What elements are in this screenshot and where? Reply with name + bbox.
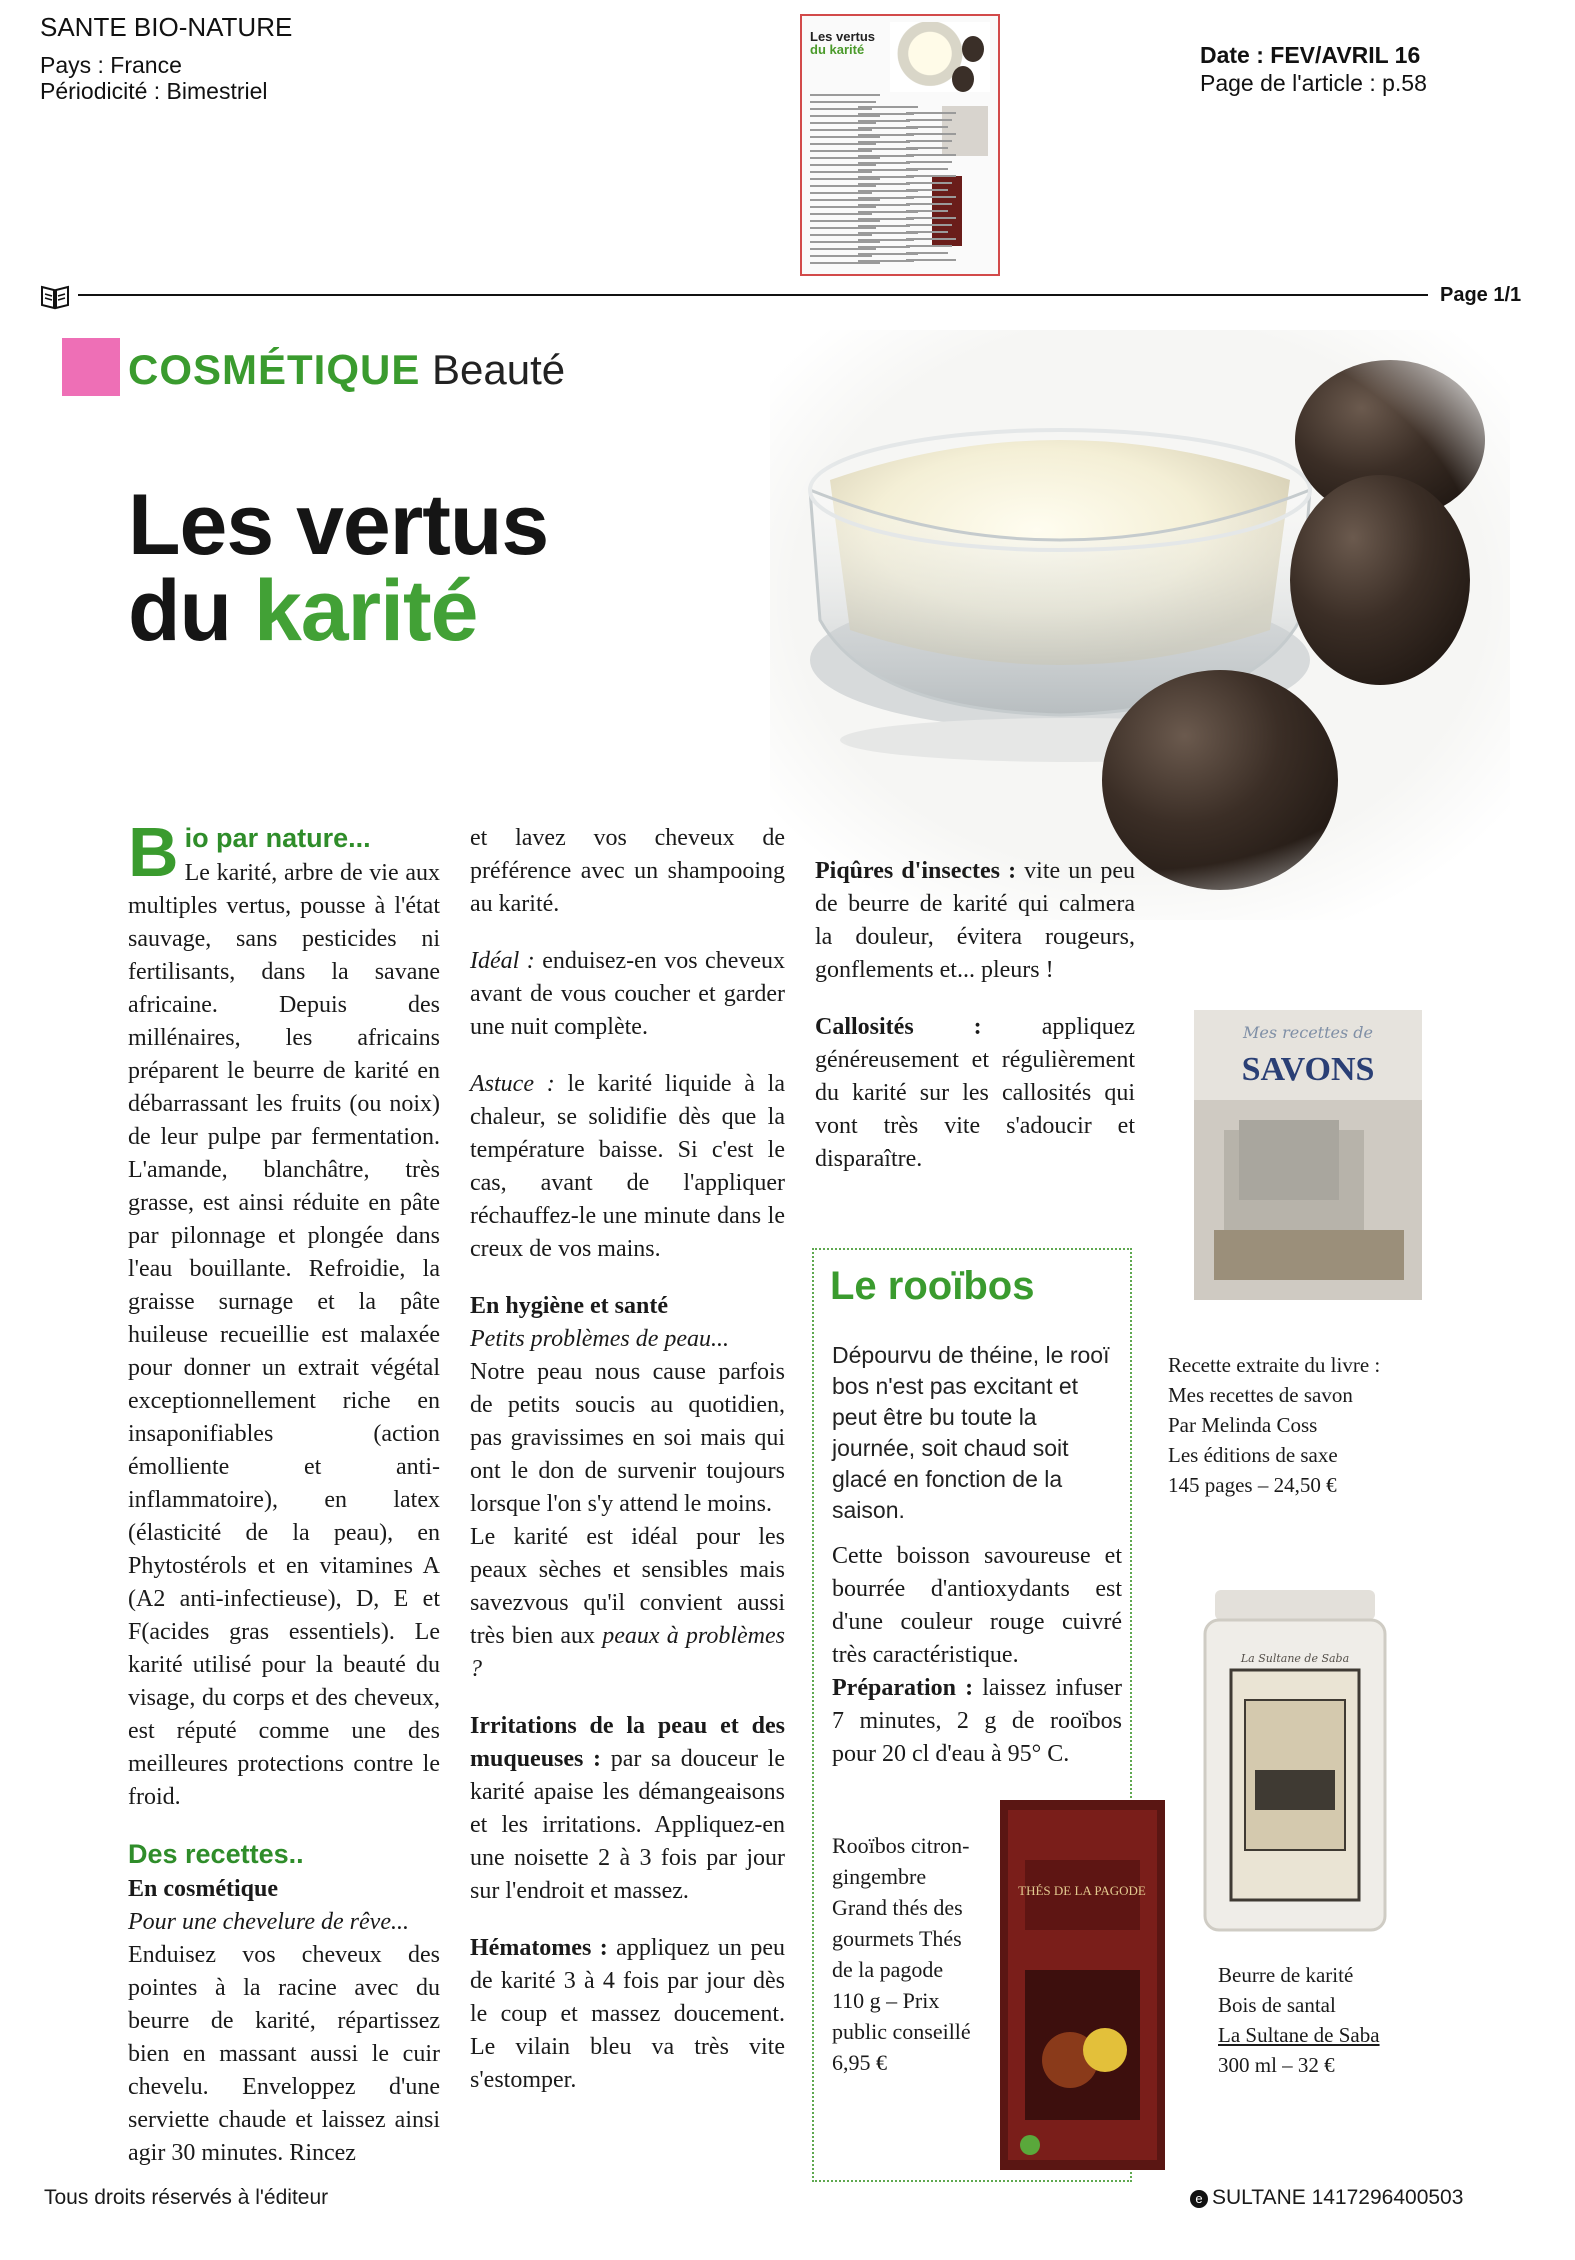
- thumbnail-text-line: [906, 245, 952, 247]
- page-reference: Page de l'article : p.58: [1200, 70, 1427, 96]
- thumbnail-text-line: [810, 164, 876, 166]
- shea-butter-jar-image: [1195, 1590, 1395, 1940]
- thumbnail-text-line: [858, 246, 910, 248]
- thumbnail-text-line: [810, 94, 880, 96]
- jar-label-brand: La Sultane de Saba: [1240, 1652, 1350, 1665]
- thumbnail-text-line: [810, 234, 872, 236]
- thumbnail-text-line: [858, 106, 918, 108]
- thumbnail-text-line: [810, 248, 876, 250]
- footer-rights: Tous droits réservés à l'éditeur: [44, 2186, 329, 2209]
- thumbnail-text-line: [906, 189, 948, 191]
- callosites-label: Callosités :: [815, 1014, 982, 1040]
- e-logo-icon: e: [1190, 2190, 1208, 2208]
- hygiene-italic: Petits problèmes de peau...: [470, 1326, 730, 1352]
- rubric-color-block: [62, 338, 120, 396]
- sub-heading: En cosmétique: [128, 1876, 278, 1902]
- thumbnail-text-line: [810, 220, 880, 222]
- footer-reference: e SULTANE 1417296400503: [1190, 2186, 1463, 2210]
- periodicity-label: Périodicité : Bimestriel: [40, 78, 268, 104]
- paragraph: Enduisez vos cheveux des pointes à la racine avec du beurre de karité, répartissez bien en massant aussi le cuir chevelu. Enveloppez d'une serviette chaude et laissez ainsi agir 30 minutes. Rincez: [128, 1942, 440, 2166]
- thumbnail-text-line: [810, 129, 872, 131]
- thumbnail-text-line: [810, 150, 872, 152]
- thumbnail-text-line: [906, 168, 948, 170]
- thumbnail-text-line: [858, 225, 910, 227]
- thumbnail-text-line: [810, 255, 872, 257]
- thumbnail-text-line: [906, 161, 952, 163]
- thumbnail-text-line: [906, 203, 952, 205]
- thumbnail-text-line: [810, 241, 880, 243]
- rooibos-intro: Dépourvu de théine, le rooï bos n'est pas excitant et peut être bu toute la journée, soit chaud soit glacé en fonction de la saison.: [832, 1342, 1110, 1523]
- thumbnail-text-line: [858, 183, 910, 185]
- date-label: Date : FEV/AVRIL 16: [1200, 42, 1421, 68]
- jar-caption: Beurre de karité Bois de santal La Sultane de Saba 300 ml – 32 €: [1218, 1963, 1380, 2077]
- ideal-text: enduisez-en vos cheveux avant de vous coucher et garder une nuit complète.: [470, 948, 785, 1040]
- book-cover-image: [1194, 1010, 1422, 1300]
- thumbnail-text-line: [810, 171, 872, 173]
- preparation-text: laissez infuser 7 minutes, 2 g de rooïbos pour 20 cl d'eau à 95° C.: [832, 1675, 1122, 1767]
- thumbnail-text-line: [810, 199, 880, 201]
- thumbnail-nut: [952, 66, 974, 92]
- publication-name: SANTE BIO-NATURE: [40, 12, 293, 42]
- thumbnail-text-line: [906, 182, 952, 184]
- rooibos-title: Le rooïbos: [830, 1264, 1035, 1308]
- thumbnail-text-line: [810, 108, 872, 110]
- paragraph: Le karité est idéal pour les peaux sèches et sensibles mais savezvous qu'il convient aussi très bien aux: [470, 1524, 785, 1649]
- section-heading: io par nature...: [184, 823, 371, 853]
- thumbnail-text-line: [810, 115, 880, 117]
- thumbnail-text-line: [906, 238, 956, 240]
- drop-cap: B: [128, 813, 179, 891]
- tea-brand-label: THÉS DE LA PAGODE: [1018, 1883, 1146, 1898]
- thumbnail-text-line: [906, 259, 956, 261]
- thumbnail-text-line: [810, 122, 876, 124]
- thumbnail-text-line: [810, 143, 876, 145]
- thumbnail-text-line: [810, 178, 880, 180]
- thumbnail-text-line: [858, 141, 910, 143]
- shea-butter-photo: [770, 330, 1510, 920]
- callosites-text: appliquez généreusement et régulièrement du karité sur les callosités qui vont très vite s'adoucir et disparaître.: [815, 1014, 1136, 1172]
- irritations-text: par sa douceur le karité apaise les démangeaisons et les irritations. Appliquez-en une noisette 2 à 3 fois par jour sur l'endroit et massez.: [470, 1746, 786, 1904]
- article-column-1: [128, 813, 440, 2170]
- astuce-label: Astuce :: [470, 1071, 555, 1097]
- thumbnail-text-line: [906, 217, 956, 219]
- thumbnail-text-line: [810, 213, 872, 215]
- paragraph: et lavez vos cheveux de préférence avec un shampooing au karité.: [470, 825, 785, 917]
- rooibos-caption: Rooïbos citron-gingembre Grand thés des gourmets Thés de la pagode 110 g – Prix public conseillé 6,95 €: [832, 1833, 971, 2075]
- thumbnail-text-line: [810, 192, 872, 194]
- section-heading-recettes: Des recettes..: [128, 1839, 304, 1869]
- rubric-heading: COSMÉTIQUE Beauté: [128, 346, 566, 393]
- book-icon: [40, 282, 70, 310]
- thumbnail-text-line: [906, 119, 952, 121]
- thumbnail-text-line: [906, 140, 952, 142]
- thumbnail-text-line: [906, 196, 956, 198]
- book-caption: Recette extraite du livre : Mes recettes de savon Par Melinda Coss Les éditions de saxe 145 pages – 24,50 €: [1168, 1353, 1381, 1497]
- astuce-text: le karité liquide à la chaleur, se solidifie dès que la température baisse. Si c'est le cas, avant de l'appliquer réchauffez-le une minute dans le creux de vos mains.: [470, 1071, 785, 1262]
- thumbnail-text-line: [906, 175, 956, 177]
- article-column-3: [815, 855, 1135, 1176]
- hematomes-text: appliquez un peu de karité 3 à 4 fois par jour dès le coup et massez doucement. Le vilain bleu va très vite s'estomper.: [470, 1935, 786, 2093]
- article-title-line1: Les vertus: [128, 477, 549, 573]
- thumbnail-text-line: [906, 154, 956, 156]
- thumbnail-text-line: [810, 101, 876, 103]
- hematomes-label: Hématomes :: [470, 1935, 608, 1961]
- thumbnail-text-line: [906, 126, 948, 128]
- thumbnail-text-line: [906, 231, 948, 233]
- thumbnail-text-line: [810, 262, 880, 264]
- thumbnail-text-line: [810, 136, 880, 138]
- tea-package-image: [1000, 1800, 1165, 2170]
- thumbnail-text-line: [906, 133, 956, 135]
- article-thumbnail[interactable]: [800, 14, 1000, 276]
- paragraph: Le karité, arbre de vie aux multiples vertus, pousse à l'état sauvage, sans pesticides ni fertilisants, dans la savane africaine. Depuis des millénaires, les africains préparent le beurre de karité en débarrassant les fruits (ou noix) de leur pulpe par fermentation. L'amande, blanchâtre, très grasse, est ainsi réduite en pâte par pilonnage et plongée dans l'eau bouillante. Refroidie, la graisse surnage et la pâte huileuse recueillie est malaxée pour donner un extrait végétal exceptionnellement riche en insaponifiables (action émolliente et anti-inflammatoire), en latex (élasticité de la peau), en Phytostérols et en vitamines A (A2 anti-infectieuse), D, E et F(acides gras essentiels). Le karité utilisé pour la beauté du visage, du corps et des cheveux, est réputé comme une des meilleures protections contre le froid.: [128, 860, 440, 1810]
- thumbnail-nut: [962, 36, 984, 62]
- thumbnail-text-line: [810, 185, 876, 187]
- piqures-text: vite un peu de beurre de karité qui calmera la douleur, évitera rougeurs, gonflements et... pleurs !: [815, 858, 1135, 983]
- article-column-2: [470, 822, 785, 2097]
- book-cover-title: SAVONS: [1241, 1051, 1375, 1088]
- thumbnail-text-line: [906, 147, 948, 149]
- header-rule: [78, 294, 1428, 296]
- paragraph: Notre peau nous cause parfois de petits soucis au quotidien, pas gravissimes en soi mais qui ont le don de survenir toujours lorsque l'on s'y attend le moins.: [470, 1359, 785, 1517]
- thumbnail-text-line: [810, 227, 876, 229]
- thumbnail-title: Les vertus du karité: [810, 29, 876, 57]
- paragraph-italic: peaux à problèmes ?: [470, 1623, 786, 1682]
- hygiene-heading: En hygiène et santé: [470, 1293, 668, 1319]
- preparation-label: Préparation :: [832, 1675, 974, 1701]
- thumbnail-text-line: [858, 120, 910, 122]
- country-label: Pays : France: [40, 52, 182, 78]
- article-title-line2: du karité: [128, 563, 478, 659]
- thumbnail-text-line: [906, 252, 948, 254]
- rooibos-body: Cette boisson savoureuse et bourrée d'antioxydants est d'une couleur rouge cuivré très caractéristique. Préparation : laissez infuser 7 minutes, 2 g de rooïbos pour 20 cl d'eau à 95° C.: [832, 1543, 1122, 1767]
- book-cover-script: Mes recettes de: [1242, 1023, 1374, 1042]
- thumbnail-text-line: [906, 224, 952, 226]
- thumbnail-text-line: [858, 204, 910, 206]
- thumbnail-text-line: [858, 162, 910, 164]
- ideal-label: Idéal :: [470, 948, 535, 974]
- thumbnail-text-line: [810, 206, 876, 208]
- thumbnail-text-line: [906, 112, 956, 114]
- irritations-label: Irritations de la peau et des muqueuses :: [470, 1713, 785, 1772]
- thumbnail-text-line: [906, 210, 948, 212]
- piqures-label: Piqûres d'insectes :: [815, 858, 1017, 884]
- page-count: Page 1/1: [1440, 284, 1522, 306]
- thumbnail-text-line: [810, 157, 880, 159]
- sub-heading-italic: Pour une chevelure de rêve...: [128, 1909, 409, 1935]
